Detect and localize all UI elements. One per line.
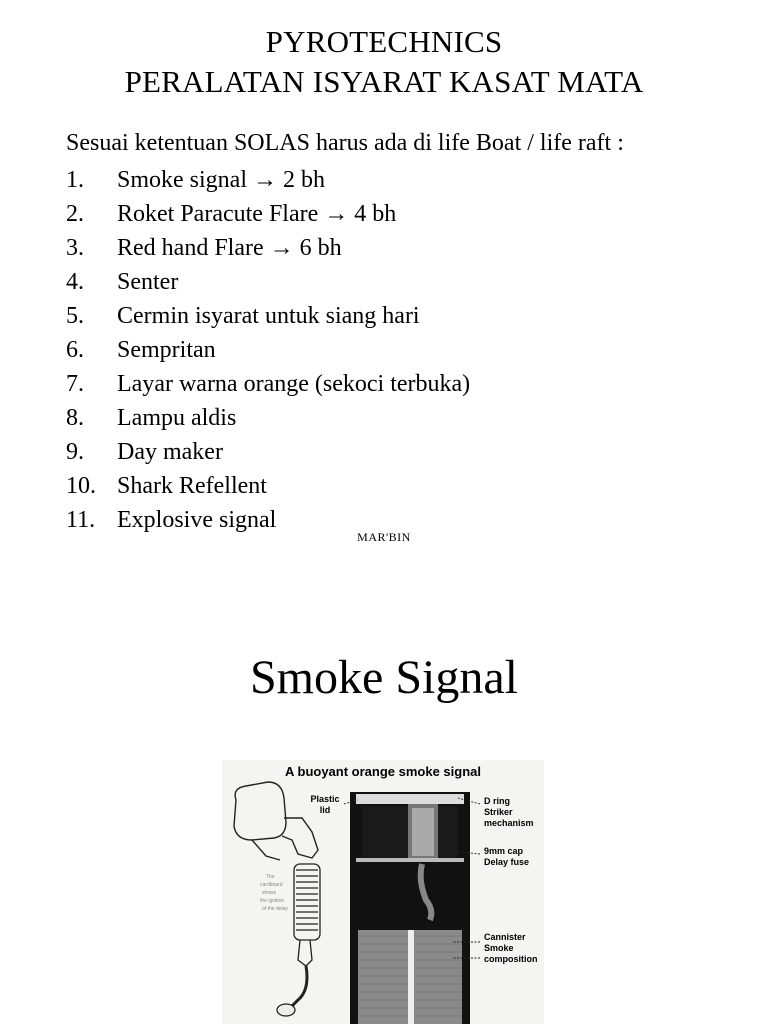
list-item bbox=[66, 401, 470, 435]
list-item-number: 9. bbox=[66, 439, 84, 465]
intro-text: Sesuai ketentuan SOLAS harus ada di life Boat / life raft : bbox=[66, 130, 624, 156]
list-item-number: 8. bbox=[66, 405, 84, 431]
svg-text:cardboard: cardboard bbox=[260, 882, 283, 888]
svg-text:shows: shows bbox=[262, 890, 277, 896]
page-subtitle: PERALATAN ISYARAT KASAT MATA bbox=[124, 64, 644, 99]
list-item-text: Smoke signal → 2 bh bbox=[117, 167, 325, 193]
list-item bbox=[66, 299, 470, 333]
list-item-number: 11. bbox=[66, 507, 96, 533]
list-item-number: 5. bbox=[66, 303, 84, 329]
list-item bbox=[66, 435, 470, 469]
svg-text:The: The bbox=[266, 874, 275, 880]
smoke-signal-figure bbox=[222, 760, 544, 1024]
list-item bbox=[66, 231, 470, 265]
list-item-text: Shark Refellent bbox=[117, 473, 267, 499]
list-item bbox=[66, 197, 470, 231]
label-plastic-lid: Plastic lid bbox=[310, 794, 340, 815]
list-item-text: Cermin isyarat untuk siang hari bbox=[117, 303, 420, 329]
list-item-text: Red hand Flare → 6 bh bbox=[117, 235, 342, 261]
list-item-number: 7. bbox=[66, 371, 84, 397]
label-d-ring: D ring Striker mechanism bbox=[484, 796, 534, 828]
page-title: PYROTECHNICS bbox=[265, 24, 503, 59]
list-item-number: 2. bbox=[66, 201, 84, 227]
list-item-text: Lampu aldis bbox=[117, 405, 237, 431]
label-cannister: Cannister Smoke composition bbox=[484, 932, 538, 964]
list-item bbox=[66, 265, 470, 299]
list-item-text: Layar warna orange (sekoci terbuka) bbox=[117, 371, 471, 397]
label-delay-fuse: 9mm cap Delay fuse bbox=[484, 846, 530, 867]
footer-mark: MAR'BIN bbox=[357, 530, 411, 544]
list-item-text: Explosive signal bbox=[117, 507, 277, 533]
list-item-number: 6. bbox=[66, 337, 84, 363]
list-item bbox=[66, 163, 470, 197]
equipment-list bbox=[66, 163, 470, 537]
canister-drawing bbox=[350, 792, 470, 1024]
svg-text:of the delay: of the delay bbox=[262, 906, 288, 912]
figure-title: A buoyant orange smoke signal bbox=[284, 764, 481, 779]
list-item bbox=[66, 367, 470, 401]
slide-title: Smoke Signal bbox=[249, 651, 518, 704]
list-item-number: 10. bbox=[66, 473, 96, 499]
list-item bbox=[66, 469, 470, 503]
list-item bbox=[66, 333, 470, 367]
list-item-text: Day maker bbox=[117, 439, 223, 465]
list-item-text: Roket Paracute Flare → 4 bh bbox=[117, 201, 397, 227]
spring-drawing bbox=[277, 864, 320, 1016]
list-item-text: Sempritan bbox=[117, 337, 216, 363]
fine-print bbox=[260, 874, 288, 912]
list-item-number: 4. bbox=[66, 269, 84, 295]
list-item-number: 3. bbox=[66, 235, 84, 261]
list-item-text: Senter bbox=[117, 269, 179, 295]
svg-text:the ignition: the ignition bbox=[260, 898, 285, 904]
list-item-number: 1. bbox=[66, 167, 84, 193]
